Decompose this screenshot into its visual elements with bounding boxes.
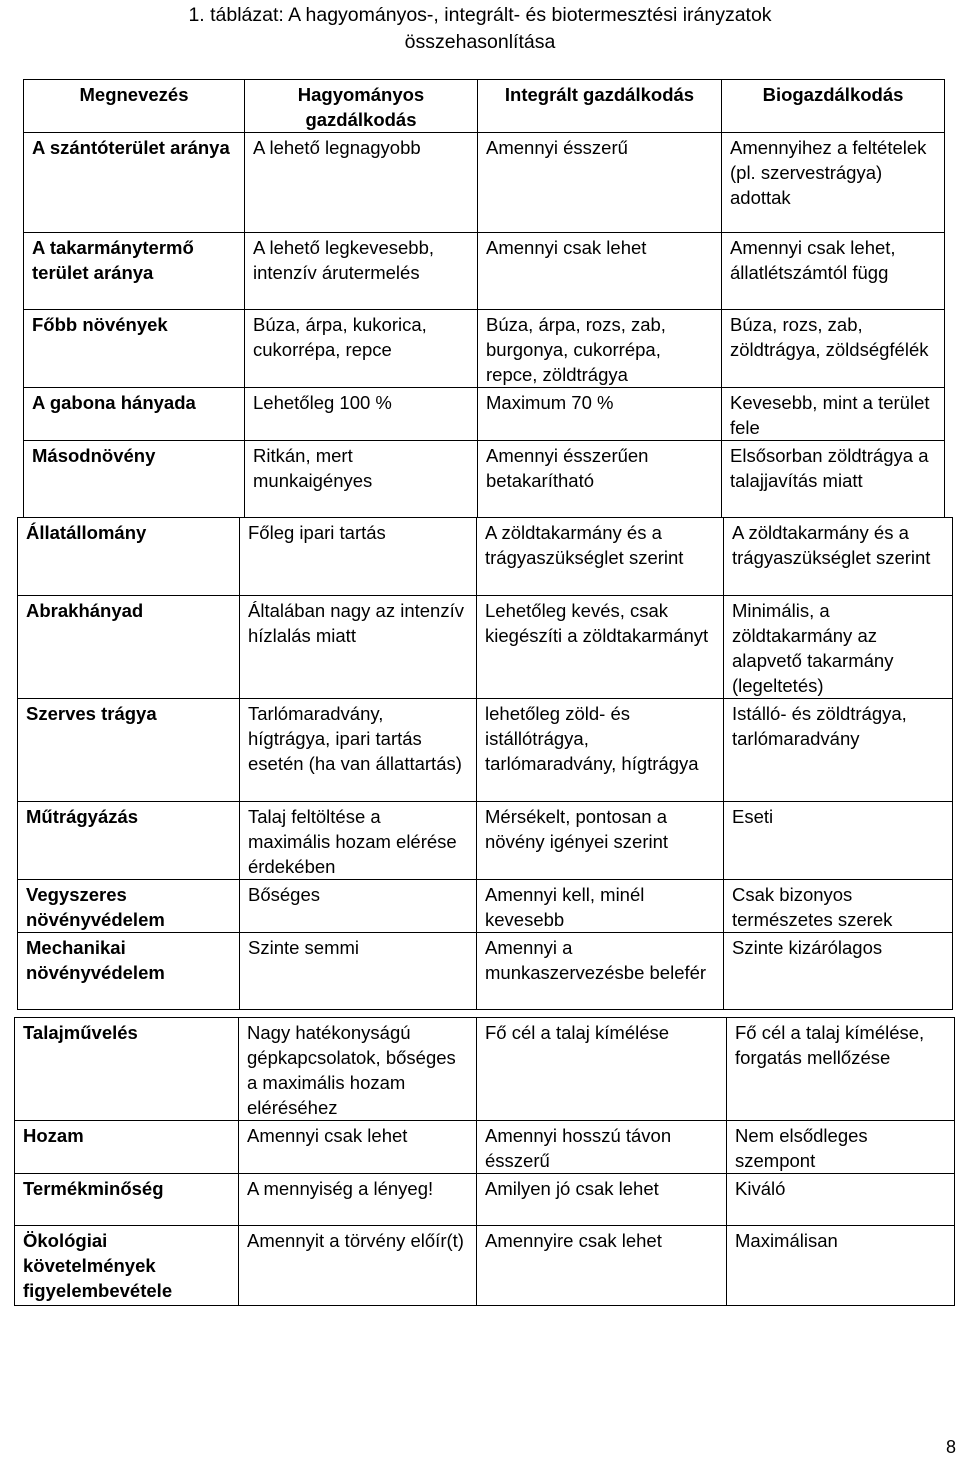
table-row: [18, 880, 953, 933]
row-label: Abrakhányad: [18, 596, 240, 699]
row-label: A szántóterület aránya: [24, 133, 245, 233]
table-row: [18, 518, 953, 596]
table-cell: A lehető legnagyobb: [245, 133, 478, 233]
table-cell: Istálló- és zöldtrágya, tarlómaradvány: [724, 699, 953, 802]
comparison-table-part-3: [14, 1017, 955, 1306]
table-row: [24, 233, 945, 310]
table-cell: Ritkán, mert munkaigényes: [245, 441, 478, 518]
row-label: Másodnövény: [24, 441, 245, 518]
table-cell: Amennyit a törvény előír(t): [239, 1226, 477, 1306]
table-cell: Szinte kizárólagos: [724, 933, 953, 1010]
header-cell: Integrált gazdálkodás: [478, 80, 722, 133]
table-cell: Csak bizonyos természetes szerek: [724, 880, 953, 933]
table-row: [18, 596, 953, 699]
table-row: [18, 699, 953, 802]
table-cell: Minimális, a zöldtakarmány az alapvető takarmány (legeltetés): [724, 596, 953, 699]
table-cell: Nem elsődleges szempont: [727, 1121, 955, 1174]
table-cell: Szinte semmi: [240, 933, 477, 1010]
comparison-table-part-1: [23, 79, 945, 518]
row-label: Mechanikai növényvédelem: [18, 933, 240, 1010]
row-label: Hozam: [15, 1121, 239, 1174]
table-cell: Maximálisan: [727, 1226, 955, 1306]
table-row: [15, 1121, 955, 1174]
header-cell: Megnevezés: [24, 80, 245, 133]
page-number: 8: [945, 1437, 956, 1457]
caption-line-1: 1. táblázat: A hagyományos-, integrált- és biotermesztési irányzatok: [188, 4, 772, 26]
table-cell: Eseti: [724, 802, 953, 880]
table-cell: Nagy hatékonyságú gépkapcsolatok, bőséges a maximális hozam eléréséhez: [239, 1018, 477, 1121]
table-row: [24, 133, 945, 233]
header-cell: Hagyományos gazdálkodás: [245, 80, 478, 133]
table-cell: Fő cél a talaj kímélése: [477, 1018, 727, 1121]
comparison-table-part-2: [17, 517, 953, 1010]
row-label: Főbb növények: [24, 310, 245, 388]
table-cell: Búza, árpa, rozs, zab, burgonya, cukorrépa, repce, zöldtrágya: [478, 310, 722, 388]
row-label: Termékminőség: [15, 1174, 239, 1226]
table-row: [24, 310, 945, 388]
table-cell: Lehetőleg 100 %: [245, 388, 478, 441]
table-cell: Amennyi csak lehet, állatlétszámtól függ: [722, 233, 945, 310]
table-cell: A lehető legkevesebb, intenzív árutermelés: [245, 233, 478, 310]
table-cell: Általában nagy az intenzív hízlalás miatt: [240, 596, 477, 699]
table-cell: lehetőleg zöld- és istállótrágya, tarlómaradvány, hígtrágya: [477, 699, 724, 802]
table-row: [24, 441, 945, 518]
table-cell: Fő cél a talaj kímélése, forgatás mellőzése: [727, 1018, 955, 1121]
table-row: [15, 1226, 955, 1306]
table-cell: A zöldtakarmány és a trágyaszükséglet szerint: [477, 518, 724, 596]
table-cell: Amennyi csak lehet: [239, 1121, 477, 1174]
table-cell: A mennyiség a lényeg!: [239, 1174, 477, 1226]
table-cell: Kiváló: [727, 1174, 955, 1226]
table-cell: Bőséges: [240, 880, 477, 933]
row-label: Vegyszeres növényvédelem: [18, 880, 240, 933]
table-cell: Maximum 70 %: [478, 388, 722, 441]
table-cell: Amennyi hosszú távon ésszerű: [477, 1121, 727, 1174]
table-cell: Amennyi csak lehet: [478, 233, 722, 310]
table-cell: Búza, rozs, zab, zöldtrágya, zöldségfélék: [722, 310, 945, 388]
caption-line-2: összehasonlítása: [404, 31, 556, 53]
table-cell: Kevesebb, mint a terület fele: [722, 388, 945, 441]
table-cell: Amennyi a munkaszervezésbe belefér: [477, 933, 724, 1010]
table-cell: Lehetőleg kevés, csak kiegészíti a zöldtakarmányt: [477, 596, 724, 699]
table-cell: Amennyi ésszerű: [478, 133, 722, 233]
table-cell: Amennyihez a feltételek (pl. szervestrágya) adottak: [722, 133, 945, 233]
row-label: Szerves trágya: [18, 699, 240, 802]
table-cell: Amilyen jó csak lehet: [477, 1174, 727, 1226]
table-cell: Tarlómaradvány, hígtrágya, ipari tartás esetén (ha van állattartás): [240, 699, 477, 802]
table-cell: A zöldtakarmány és a trágyaszükséglet szerint: [724, 518, 953, 596]
table-row: [24, 388, 945, 441]
table-cell: Amennyi kell, minél kevesebb: [477, 880, 724, 933]
row-label: Műtrágyázás: [18, 802, 240, 880]
row-label: Ökológiai követelmények figyelembevétele: [15, 1226, 239, 1306]
table-row: [15, 1018, 955, 1121]
table-cell: Búza, árpa, kukorica, cukorrépa, repce: [245, 310, 478, 388]
table-cell: Talaj feltöltése a maximális hozam elérése érdekében: [240, 802, 477, 880]
row-label: Állatállomány: [18, 518, 240, 596]
row-label: A gabona hányada: [24, 388, 245, 441]
table-row: [15, 1174, 955, 1226]
row-label: A takarmánytermő terület aránya: [24, 233, 245, 310]
table-cell: Mérsékelt, pontosan a növény igényei szerint: [477, 802, 724, 880]
table-cell: Elsősorban zöldtrágya a talajjavítás miatt: [722, 441, 945, 518]
table-row: [18, 933, 953, 1010]
table-cell: Amennyire csak lehet: [477, 1226, 727, 1306]
header-cell: Biogazdálkodás: [722, 80, 945, 133]
header-row: [24, 80, 945, 133]
table-row: [18, 802, 953, 880]
table-cell: Főleg ipari tartás: [240, 518, 477, 596]
table-cell: Amennyi ésszerűen betakarítható: [478, 441, 722, 518]
table-caption: [0, 2, 960, 56]
row-label: Talajművelés: [15, 1018, 239, 1121]
